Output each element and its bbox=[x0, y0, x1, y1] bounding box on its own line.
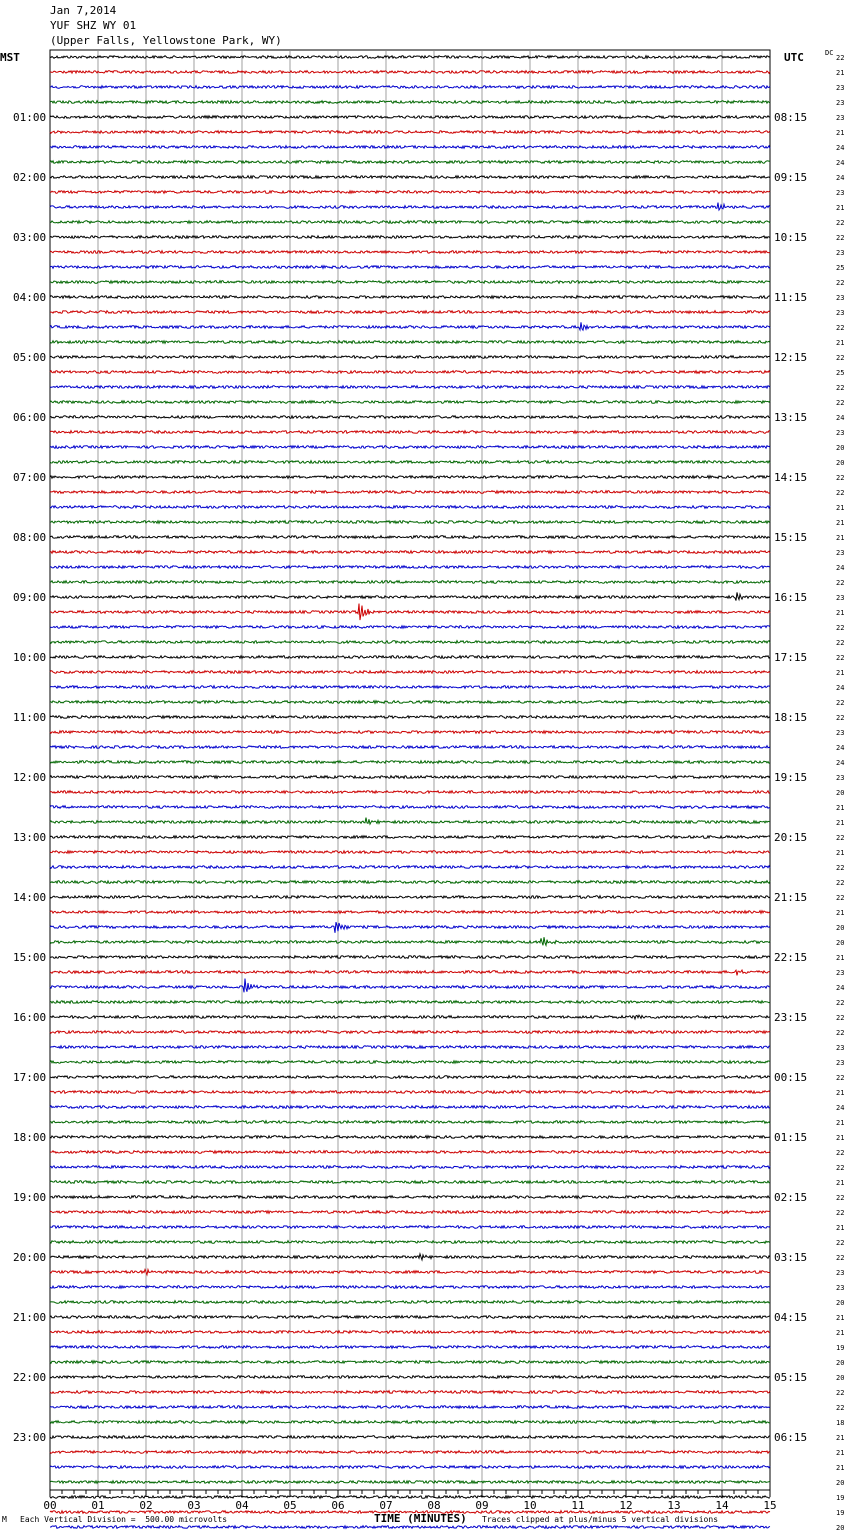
seismic-trace bbox=[50, 626, 770, 629]
mst-hour-label: 04:00 bbox=[13, 291, 47, 304]
dc-offset-value: 21 bbox=[836, 1119, 845, 1127]
x-tick-label: 02 bbox=[139, 1499, 153, 1512]
dc-offset-value: 22 bbox=[836, 864, 845, 872]
dc-offset-value: 22 bbox=[836, 894, 845, 902]
utc-hour-label: 16:15 bbox=[774, 591, 808, 604]
seismic-trace bbox=[50, 1211, 770, 1214]
seismic-trace bbox=[50, 1406, 770, 1409]
seismic-trace bbox=[50, 922, 770, 933]
dc-offset-value: 22 bbox=[836, 834, 845, 842]
seismic-trace bbox=[50, 536, 770, 539]
dc-offset-value: 22 bbox=[836, 579, 845, 587]
seismic-trace bbox=[50, 296, 770, 299]
x-tick-label: 14 bbox=[715, 1499, 729, 1512]
mst-hour-label: 23:00 bbox=[13, 1431, 47, 1444]
utc-hour-label: 17:15 bbox=[774, 651, 808, 664]
utc-hour-label: 23:15 bbox=[774, 1011, 808, 1024]
dc-offset-value: 22 bbox=[836, 879, 845, 887]
x-tick-label: 08 bbox=[427, 1499, 441, 1512]
mst-hour-label: 19:00 bbox=[13, 1191, 47, 1204]
seismic-trace bbox=[50, 1391, 770, 1394]
seismic-trace bbox=[50, 979, 770, 993]
utc-hour-label: 14:15 bbox=[774, 471, 808, 484]
dc-offset-value: 24 bbox=[836, 174, 845, 182]
x-tick-label: 12 bbox=[619, 1499, 633, 1512]
mst-hour-label: 03:00 bbox=[13, 231, 47, 244]
seismic-trace bbox=[50, 1451, 770, 1454]
utc-hour-label: 13:15 bbox=[774, 411, 808, 424]
dc-offset-value: 20 bbox=[836, 1374, 845, 1382]
mst-hour-label: 21:00 bbox=[13, 1311, 47, 1324]
mst-hour-label: 10:00 bbox=[13, 651, 47, 664]
seismic-trace bbox=[50, 1151, 770, 1154]
dc-offset-value: 23 bbox=[836, 99, 845, 107]
dc-offset-value: 24 bbox=[836, 684, 845, 692]
seismic-trace bbox=[50, 656, 770, 659]
dc-offset-value: 23 bbox=[836, 294, 845, 302]
dc-offset-value: 21 bbox=[836, 69, 845, 77]
seismic-trace bbox=[50, 1196, 770, 1199]
seismic-trace bbox=[50, 1121, 770, 1124]
dc-offset-value: 20 bbox=[836, 924, 845, 932]
dc-offset-value: 19 bbox=[836, 1344, 845, 1352]
dc-column-label: DC bbox=[825, 49, 834, 57]
x-tick-label: 07 bbox=[379, 1499, 393, 1512]
seismic-trace bbox=[50, 311, 770, 314]
dc-offset-value: 20 bbox=[836, 789, 845, 797]
seismic-trace bbox=[50, 1015, 770, 1019]
seismic-trace bbox=[50, 1166, 770, 1169]
dc-offset-value: 23 bbox=[836, 189, 845, 197]
seismic-trace bbox=[50, 911, 770, 914]
mst-hour-label: 15:00 bbox=[13, 951, 47, 964]
dc-offset-value: 20 bbox=[836, 1359, 845, 1367]
mst-hour-label: 22:00 bbox=[13, 1371, 47, 1384]
seismic-trace bbox=[50, 592, 770, 600]
dc-offset-value: 21 bbox=[836, 804, 845, 812]
seismic-trace bbox=[50, 191, 770, 194]
seismic-trace bbox=[50, 116, 770, 119]
utc-hour-label: 05:15 bbox=[774, 1371, 808, 1384]
seismic-trace bbox=[50, 491, 770, 494]
utc-hour-label: 12:15 bbox=[774, 351, 808, 364]
dc-offset-value: 22 bbox=[836, 399, 845, 407]
dc-offset-value: 22 bbox=[836, 279, 845, 287]
dc-offset-value: 23 bbox=[836, 774, 845, 782]
seismic-trace bbox=[50, 818, 770, 825]
seismic-trace bbox=[50, 251, 770, 254]
mst-hour-label: 20:00 bbox=[13, 1251, 47, 1264]
dc-offset-value: 21 bbox=[836, 204, 845, 212]
dc-offset-value: 22 bbox=[836, 1164, 845, 1172]
seismic-trace bbox=[50, 221, 770, 224]
mst-hour-label: 16:00 bbox=[13, 1011, 47, 1024]
seismic-trace bbox=[50, 881, 770, 884]
mst-hour-label: 06:00 bbox=[13, 411, 47, 424]
seismic-trace bbox=[50, 970, 770, 975]
seismic-trace bbox=[50, 86, 770, 89]
x-tick-label: 09 bbox=[475, 1499, 489, 1512]
seismic-trace bbox=[50, 101, 770, 104]
utc-hour-label: 15:15 bbox=[774, 531, 808, 544]
mst-hour-label: 07:00 bbox=[13, 471, 47, 484]
dc-offset-value: 21 bbox=[836, 1464, 845, 1472]
mst-hour-label: 17:00 bbox=[13, 1071, 47, 1084]
seismic-trace bbox=[50, 1301, 770, 1304]
seismic-trace bbox=[50, 581, 770, 584]
dc-offset-value: 23 bbox=[836, 309, 845, 317]
seismic-trace bbox=[50, 1316, 770, 1319]
seismic-trace bbox=[50, 146, 770, 149]
seismic-trace bbox=[50, 1001, 770, 1004]
dc-offset-value: 22 bbox=[836, 1014, 845, 1022]
dc-offset-value: 24 bbox=[836, 159, 845, 167]
seismic-trace bbox=[50, 161, 770, 164]
seismic-trace bbox=[50, 521, 770, 524]
seismic-trace bbox=[50, 446, 770, 449]
seismic-trace bbox=[50, 956, 770, 959]
utc-hour-label: 22:15 bbox=[774, 951, 808, 964]
dc-offset-value: 23 bbox=[836, 1269, 845, 1277]
dc-offset-value: 23 bbox=[836, 729, 845, 737]
dc-offset-value: 21 bbox=[836, 1134, 845, 1142]
seismic-trace bbox=[50, 604, 770, 621]
dc-offset-value: 23 bbox=[836, 249, 845, 257]
dc-offset-value: 21 bbox=[836, 1224, 845, 1232]
x-axis-title: TIME (MINUTES) bbox=[374, 1512, 467, 1525]
seismic-trace bbox=[50, 1136, 770, 1139]
right-timezone-label: UTC bbox=[784, 51, 804, 64]
seismic-trace bbox=[50, 1091, 770, 1094]
seismic-trace bbox=[50, 1076, 770, 1079]
dc-offset-value: 22 bbox=[836, 219, 845, 227]
plot-date: Jan 7,2014 bbox=[50, 4, 117, 17]
dc-offset-value: 21 bbox=[836, 1314, 845, 1322]
plot-frame bbox=[50, 50, 770, 1490]
dc-offset-value: 23 bbox=[836, 549, 845, 557]
dc-offset-value: 24 bbox=[836, 1104, 845, 1112]
seismic-trace bbox=[50, 551, 770, 554]
seismic-trace bbox=[50, 371, 770, 374]
seismic-trace bbox=[50, 761, 770, 764]
seismic-trace bbox=[50, 416, 770, 419]
seismic-trace bbox=[50, 1031, 770, 1034]
x-tick-label: 10 bbox=[523, 1499, 537, 1512]
mst-hour-label: 02:00 bbox=[13, 171, 47, 184]
seismic-trace bbox=[50, 1496, 770, 1499]
seismic-trace bbox=[50, 131, 770, 134]
seismic-trace bbox=[50, 506, 770, 509]
seismic-trace bbox=[50, 806, 770, 809]
dc-offset-value: 20 bbox=[836, 1479, 845, 1487]
seismic-trace bbox=[50, 937, 770, 945]
dc-offset-value: 24 bbox=[836, 744, 845, 752]
seismic-trace bbox=[50, 281, 770, 284]
dc-offset-value: 22 bbox=[836, 1149, 845, 1157]
utc-hour-label: 03:15 bbox=[774, 1251, 808, 1264]
dc-offset-value: 22 bbox=[836, 54, 845, 62]
dc-offset-value: 22 bbox=[836, 1029, 845, 1037]
mst-hour-label: 08:00 bbox=[13, 531, 47, 544]
dc-offset-value: 21 bbox=[836, 519, 845, 527]
dc-offset-value: 22 bbox=[836, 1074, 845, 1082]
x-tick-label: 06 bbox=[331, 1499, 345, 1512]
clip-note: Traces clipped at plus/minus 5 vertical divisions bbox=[482, 1515, 719, 1524]
seismic-trace bbox=[50, 1046, 770, 1049]
dc-offset-value: 22 bbox=[836, 354, 845, 362]
seismic-trace bbox=[50, 1286, 770, 1289]
dc-offset-value: 20 bbox=[836, 459, 845, 467]
utc-hour-label: 00:15 bbox=[774, 1071, 808, 1084]
seismic-trace bbox=[50, 1376, 770, 1379]
seismic-trace bbox=[50, 461, 770, 464]
seismic-trace bbox=[50, 731, 770, 734]
dc-offset-value: 22 bbox=[836, 474, 845, 482]
dc-offset-value: 23 bbox=[836, 594, 845, 602]
dc-offset-value: 22 bbox=[836, 1209, 845, 1217]
x-tick-label: 00 bbox=[43, 1499, 57, 1512]
seismic-trace bbox=[50, 641, 770, 644]
dc-offset-value: 22 bbox=[836, 699, 845, 707]
dc-offset-value: 24 bbox=[836, 564, 845, 572]
seismic-trace bbox=[50, 686, 770, 689]
dc-offset-value: 24 bbox=[836, 984, 845, 992]
seismic-trace bbox=[50, 746, 770, 749]
dc-offset-value: 23 bbox=[836, 1059, 845, 1067]
seismic-trace bbox=[50, 791, 770, 794]
dc-offset-value: 21 bbox=[836, 129, 845, 137]
seismic-trace bbox=[50, 566, 770, 569]
seismic-trace bbox=[50, 1346, 770, 1349]
seismic-trace bbox=[50, 56, 770, 59]
dc-offset-value: 21 bbox=[836, 1179, 845, 1187]
x-tick-label: 03 bbox=[187, 1499, 201, 1512]
seismic-trace bbox=[50, 716, 770, 719]
dc-offset-value: 22 bbox=[836, 234, 845, 242]
dc-offset-value: 23 bbox=[836, 114, 845, 122]
seismic-trace bbox=[50, 1526, 770, 1529]
dc-offset-value: 22 bbox=[836, 1389, 845, 1397]
dc-offset-value: 21 bbox=[836, 819, 845, 827]
seismic-trace bbox=[50, 236, 770, 239]
seismic-trace bbox=[50, 266, 770, 269]
seismic-trace bbox=[50, 671, 770, 674]
utc-hour-label: 08:15 bbox=[774, 111, 808, 124]
dc-offset-value: 20 bbox=[836, 939, 845, 947]
dc-offset-value: 18 bbox=[836, 1419, 845, 1427]
seismic-trace bbox=[50, 356, 770, 359]
x-tick-label: 04 bbox=[235, 1499, 249, 1512]
seismic-trace bbox=[50, 1466, 770, 1469]
dc-offset-value: 21 bbox=[836, 504, 845, 512]
x-tick-label: 01 bbox=[91, 1499, 105, 1512]
seismic-trace bbox=[50, 1226, 770, 1229]
station-location: (Upper Falls, Yellowstone Park, WY) bbox=[50, 34, 282, 47]
mst-hour-label: 12:00 bbox=[13, 771, 47, 784]
dc-offset-value: 21 bbox=[836, 669, 845, 677]
utc-hour-label: 19:15 bbox=[774, 771, 808, 784]
seismic-trace bbox=[50, 322, 770, 330]
dc-offset-value: 24 bbox=[836, 414, 845, 422]
seismic-trace bbox=[50, 203, 770, 210]
dc-offset-value: 21 bbox=[836, 849, 845, 857]
seismic-trace bbox=[50, 71, 770, 74]
dc-offset-value: 22 bbox=[836, 639, 845, 647]
dc-offset-value: 21 bbox=[836, 609, 845, 617]
dc-offset-value: 19 bbox=[836, 1494, 845, 1502]
dc-offset-value: 23 bbox=[836, 969, 845, 977]
dc-offset-value: 23 bbox=[836, 429, 845, 437]
x-tick-label: 11 bbox=[571, 1499, 585, 1512]
left-timezone-label: MST bbox=[0, 51, 20, 64]
utc-hour-label: 06:15 bbox=[774, 1431, 808, 1444]
dc-offset-value: 21 bbox=[836, 1089, 845, 1097]
utc-hour-label: 18:15 bbox=[774, 711, 808, 724]
mst-hour-label: 09:00 bbox=[13, 591, 47, 604]
seismic-trace bbox=[50, 176, 770, 179]
dc-offset-value: 22 bbox=[836, 324, 845, 332]
seismic-trace bbox=[50, 701, 770, 704]
seismic-trace bbox=[50, 1254, 770, 1260]
dc-offset-value: 22 bbox=[836, 1254, 845, 1262]
dc-offset-value: 22 bbox=[836, 1404, 845, 1412]
seismic-trace bbox=[50, 341, 770, 344]
mst-hour-label: 01:00 bbox=[13, 111, 47, 124]
utc-hour-label: 21:15 bbox=[774, 891, 808, 904]
dc-offset-value: 21 bbox=[836, 909, 845, 917]
dc-offset-value: 22 bbox=[836, 384, 845, 392]
utc-hour-label: 04:15 bbox=[774, 1311, 808, 1324]
dc-offset-value: 21 bbox=[836, 339, 845, 347]
dc-offset-value: 19 bbox=[836, 1509, 845, 1517]
seismic-trace bbox=[50, 1181, 770, 1184]
seismic-trace bbox=[50, 431, 770, 434]
seismic-trace bbox=[50, 1331, 770, 1334]
dc-offset-value: 22 bbox=[836, 1194, 845, 1202]
x-tick-label: 13 bbox=[667, 1499, 681, 1512]
seismic-trace bbox=[50, 1361, 770, 1364]
seismic-trace bbox=[50, 476, 770, 479]
mst-hour-label: 13:00 bbox=[13, 831, 47, 844]
dc-offset-value: 25 bbox=[836, 264, 845, 272]
mst-hour-label: 18:00 bbox=[13, 1131, 47, 1144]
seismic-trace bbox=[50, 1241, 770, 1244]
division-note: Each Vertical Division = 500.00 microvolts bbox=[20, 1515, 228, 1524]
utc-hour-label: 02:15 bbox=[774, 1191, 808, 1204]
dc-offset-value: 22 bbox=[836, 489, 845, 497]
dc-offset-value: 25 bbox=[836, 369, 845, 377]
dc-offset-value: 22 bbox=[836, 999, 845, 1007]
seismic-trace bbox=[50, 836, 770, 839]
seismic-trace bbox=[50, 386, 770, 389]
dc-offset-value: 20 bbox=[836, 444, 845, 452]
utc-hour-label: 01:15 bbox=[774, 1131, 808, 1144]
seismic-trace bbox=[50, 851, 770, 854]
dc-offset-value: 23 bbox=[836, 84, 845, 92]
dc-offset-value: 24 bbox=[836, 144, 845, 152]
utc-hour-label: 20:15 bbox=[774, 831, 808, 844]
dc-offset-value: 21 bbox=[836, 534, 845, 542]
dc-offset-value: 23 bbox=[836, 1284, 845, 1292]
seismic-trace bbox=[50, 1270, 770, 1275]
x-tick-label: 15 bbox=[763, 1499, 777, 1512]
utc-hour-label: 11:15 bbox=[774, 291, 808, 304]
dc-offset-value: 21 bbox=[836, 954, 845, 962]
dc-offset-value: 21 bbox=[836, 1434, 845, 1442]
dc-offset-value: 23 bbox=[836, 1044, 845, 1052]
dc-offset-value: 24 bbox=[836, 759, 845, 767]
dc-offset-value: 20 bbox=[836, 1299, 845, 1307]
utc-hour-label: 09:15 bbox=[774, 171, 808, 184]
seismic-trace bbox=[50, 401, 770, 404]
mst-hour-label: 05:00 bbox=[13, 351, 47, 364]
mst-hour-label: 11:00 bbox=[13, 711, 47, 724]
dc-offset-value: 22 bbox=[836, 624, 845, 632]
dc-offset-value: 22 bbox=[836, 654, 845, 662]
dc-offset-value: 21 bbox=[836, 1329, 845, 1337]
seismic-trace bbox=[50, 1061, 770, 1064]
x-tick-label: 05 bbox=[283, 1499, 297, 1512]
mst-hour-label: 14:00 bbox=[13, 891, 47, 904]
seismic-trace bbox=[50, 1106, 770, 1109]
seismic-trace bbox=[50, 1481, 770, 1484]
seismic-trace bbox=[50, 896, 770, 899]
seismic-trace bbox=[50, 776, 770, 779]
dc-offset-value: 21 bbox=[836, 1449, 845, 1457]
dc-offset-value: 22 bbox=[836, 714, 845, 722]
corner-mark: M bbox=[2, 1515, 7, 1524]
seismic-trace bbox=[50, 1436, 770, 1439]
dc-offset-value: 20 bbox=[836, 1524, 845, 1532]
seismic-trace bbox=[50, 1421, 770, 1424]
utc-hour-label: 10:15 bbox=[774, 231, 808, 244]
station-code: YUF SHZ WY 01 bbox=[50, 19, 137, 32]
seismic-trace bbox=[50, 866, 770, 869]
dc-offset-value: 22 bbox=[836, 1239, 845, 1247]
